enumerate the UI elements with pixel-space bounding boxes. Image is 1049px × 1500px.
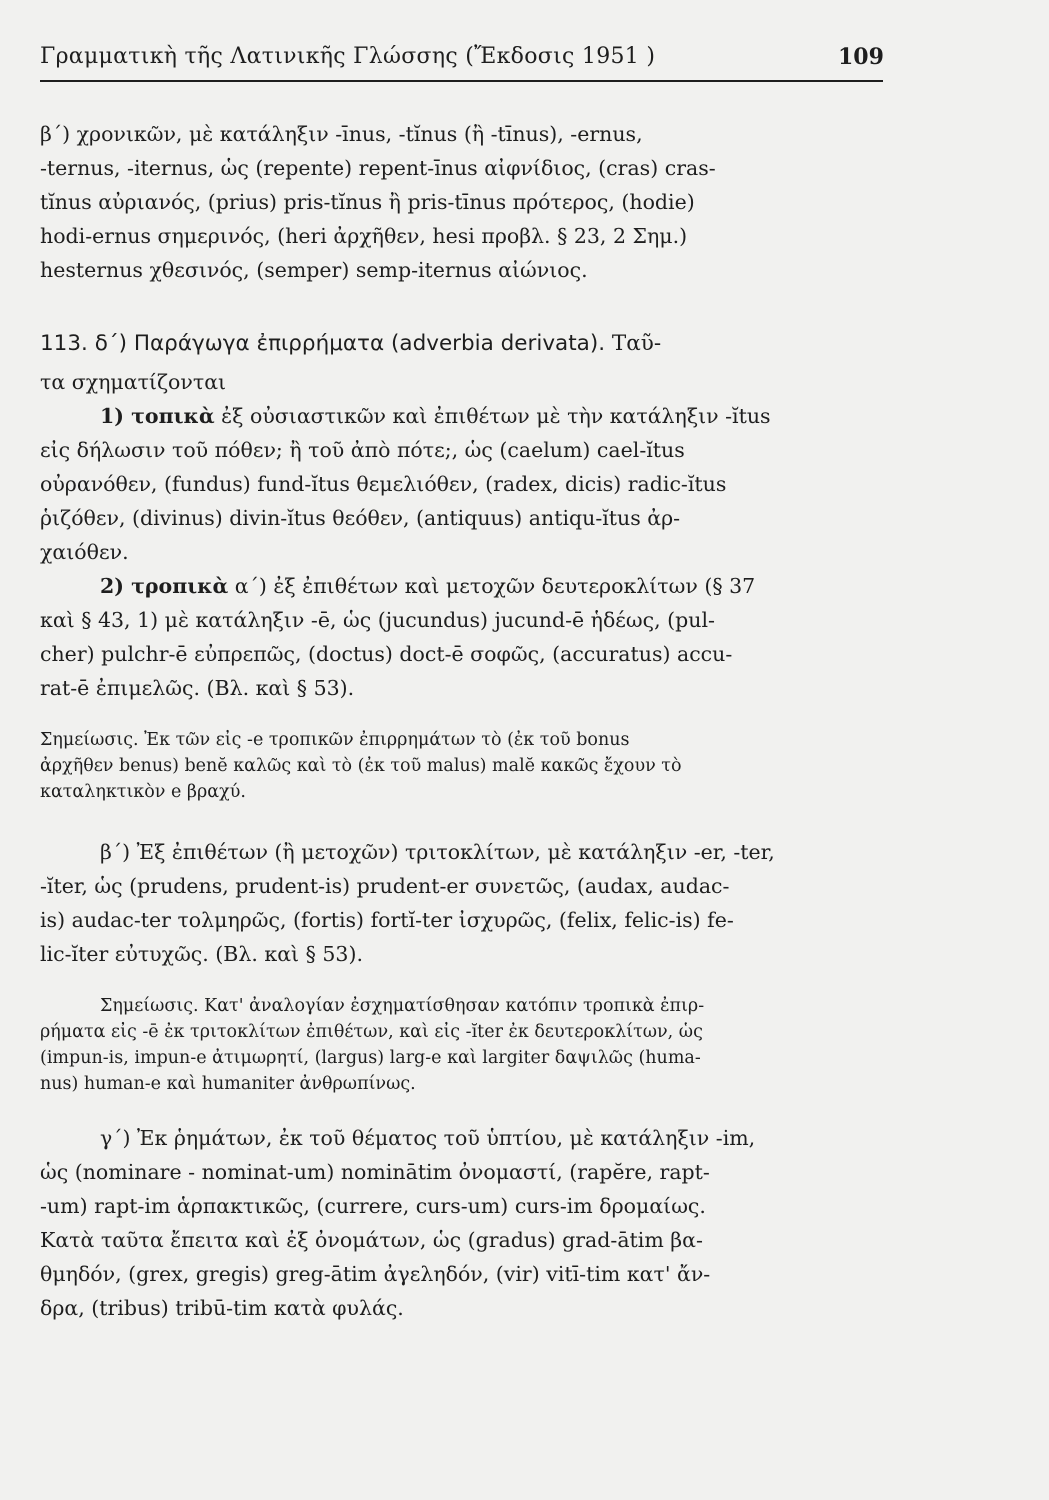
note-1-line: Σημείωσις. Ἐκ τῶν εἰς -e τροπικῶν ἐπιρρημάτων τὸ (ἐκ τοῦ bonus (40, 730, 630, 750)
paragraph-gamma-line (40, 1121, 885, 1155)
topika-line (40, 399, 885, 433)
topika-line: οὐρανόθεν, (fundus) fund-ĭtus θεμελιόθεν, (radex, dicis) radic-ĭtus (40, 472, 727, 496)
paragraph-beta-line: hesternus χθεσινός, (semper) semp-iternus αἰώνιος. (40, 258, 588, 282)
paragraph-gamma-line: -um) rapt-im ἁρπακτικῶς, (currere, curs-um) curs-im δρομαίως. (40, 1194, 706, 1218)
section-113-heading-tail: Ταῦ- (611, 331, 662, 356)
section-113-line: τα σχηματίζονται (40, 370, 227, 394)
paragraph-beta-2-text: β΄) Ἐξ ἐπιθέτων (ἢ μετοχῶν) τριτοκλίτων, μὲ κατάληξιν -er, -ter, (100, 840, 775, 864)
paragraph-beta-line: hodi-ernus σημερινός, (heri ἀρχῆθεν, hesi προβλ. § 23, 2 Σημ.) (40, 224, 688, 248)
note-2-line: nus) human-e καὶ humaniter ἀνθρωπίνως. (40, 1074, 416, 1094)
note-2-line: ρήματα εἰς -ē ἐκ τριτοκλίτων ἐπιθέτων, καὶ εἰς -ĭter ἐκ δευτεροκλίτων, ὡς (40, 1022, 703, 1042)
topika-line: χαιόθεν. (40, 540, 129, 564)
header-rule (40, 80, 883, 82)
paragraph-gamma-line: θμηδόν, (grex, gregis) greg-ātim ἀγεληδόν, (vir) vitī-tim κατ' ἄν- (40, 1262, 711, 1286)
tropika-line: καὶ § 43, 1) μὲ κατάληξιν -ē, ὡς (jucundus) jucund-ē ἡδέως, (pul- (40, 608, 715, 632)
paragraph-gamma-text: γ΄) Ἐκ ῥημάτων, ἐκ τοῦ θέματος τοῦ ὑπτίου, μὲ κατάληξιν -im, (100, 1126, 756, 1150)
running-head: Γραμματικὴ τῆς Λατινικῆς Γλώσσης (Ἔκδοσις 1951 ) (40, 44, 656, 69)
paragraph-beta-line: -ternus, -iternus, ὡς (repente) repent-īnus αἰφνίδιος, (cras) cras- (40, 156, 716, 180)
topika-text: ἐξ οὐσιαστικῶν καὶ ἐπιθέτων μὲ τὴν κατάληξιν -ĭtus (221, 404, 771, 428)
tropika-text: α΄) ἐξ ἐπιθέτων καὶ μετοχῶν δευτεροκλίτων (§ 37 (234, 574, 756, 598)
paragraph-beta-line: β΄) χρονικῶν, μὲ κατάληξιν -īnus, -tĭnus (ἢ -tīnus), -ernus, (40, 122, 643, 146)
tropika-line: cher) pulchr-ē εὐπρεπῶς, (doctus) doct-ē σοφῶς, (accuratus) accu- (40, 642, 733, 666)
section-113-heading (40, 327, 885, 361)
tropika-label: 2) τροπικὰ (100, 574, 229, 598)
page-number: 109 (838, 44, 884, 70)
note-1-line: ἀρχῆθεν benus) benĕ καλῶς καὶ τὸ (ἐκ τοῦ malus) malĕ κακῶς ἔχουν τὸ (40, 756, 682, 776)
topika-line: ῥιζόθεν, (divinus) divin-ĭtus θεόθεν, (antiquus) antiqu-ĭtus ἀρ- (40, 506, 681, 530)
section-113-title: 113. δ΄) Παράγωγα ἐπιρρήματα (adverbia derivata). (40, 331, 606, 356)
tropika-line (40, 569, 885, 603)
note-2-text: Σημείωσις. Κατ' ἀναλογίαν ἐσχηματίσθησαν κατόπιν τροπικὰ ἐπιρ- (100, 996, 705, 1016)
paragraph-beta-2-line: is) audac-ter τολμηρῶς, (fortis) fortĭ-ter ἰσχυρῶς, (felix, felic-is) fe- (40, 908, 734, 932)
paragraph-beta-line: tĭnus αὐριανός, (prius) pris-tĭnus ἢ pris-tīnus πρότερος, (hodie) (40, 190, 695, 214)
note-2-line: (impun-is, impun-e ἀτιμωρητί, (largus) larg-e καὶ largiter δαψιλῶς (huma- (40, 1048, 701, 1068)
paragraph-gamma-line: δρα, (tribus) tribū-tim κατὰ φυλάς. (40, 1296, 404, 1320)
topika-label: 1) τοπικὰ (100, 404, 215, 428)
paragraph-gamma-line: Κατὰ ταῦτα ἔπειτα καὶ ἐξ ὀνομάτων, ὡς (gradus) grad-ātim βα- (40, 1228, 703, 1252)
paragraph-beta-2-line: -ĭter, ὡς (prudens, prudent-is) prudent-er συνετῶς, (audax, audac- (40, 874, 730, 898)
note-2-line (40, 993, 885, 1019)
tropika-line: rat-ē ἐπιμελῶς. (Βλ. καὶ § 53). (40, 676, 355, 700)
paragraph-beta-2-line: lic-ĭter εὐτυχῶς. (Βλ. καὶ § 53). (40, 942, 363, 966)
topika-line: εἰς δήλωσιν τοῦ πόθεν; ἢ τοῦ ἀπὸ πότε;, ὡς (caelum) cael-ĭtus (40, 438, 685, 462)
paragraph-gamma-line: ὡς (nominare - nominat-um) nominātim ὀνομαστί, (rapĕre, rapt- (40, 1160, 710, 1184)
note-1-line: καταληκτικὸν e βραχύ. (40, 782, 246, 802)
paragraph-beta-2-line (40, 835, 885, 869)
